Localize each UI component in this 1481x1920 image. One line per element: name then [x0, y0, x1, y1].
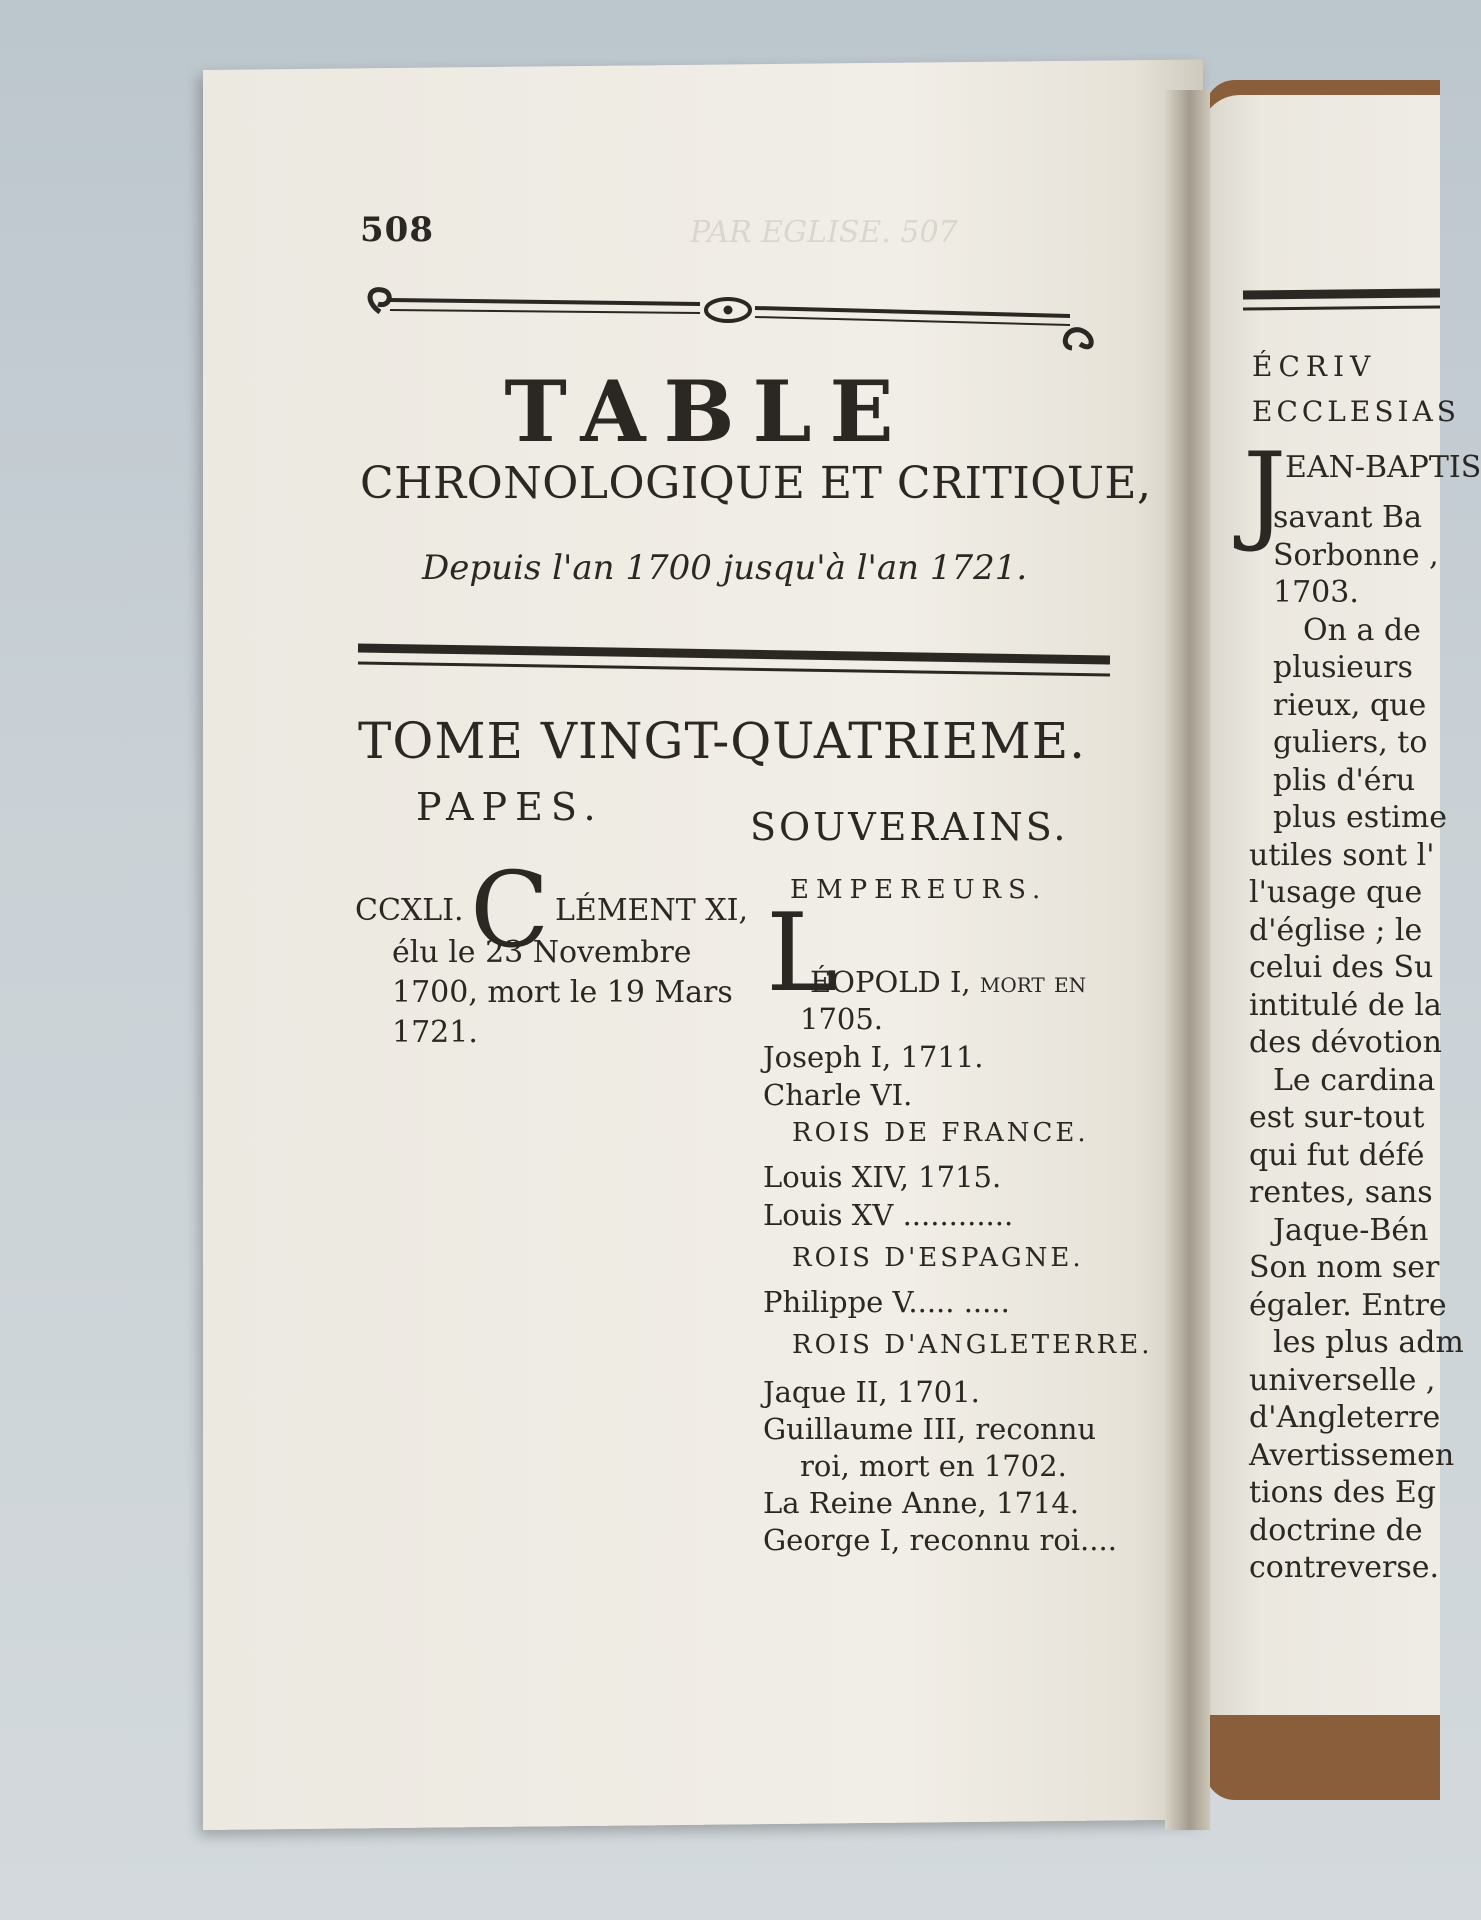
empereur-entry: ÉOPOLD I, mort en	[810, 965, 1087, 999]
table-subtitle: CHRONOLOGIQUE ET CRITIQUE,	[360, 458, 1152, 509]
right-line: Son nom ser	[1249, 1250, 1440, 1285]
pape-line: 1700, mort le 19 Mars	[392, 975, 733, 1010]
page-number: 508	[360, 210, 434, 250]
pape-line: 1721.	[392, 1015, 478, 1050]
right-line: d'église ; le	[1249, 912, 1423, 948]
pape-line: élu le 23 Novembre	[392, 935, 692, 970]
right-line: l'usage que	[1249, 875, 1423, 910]
espagne-entry: Philippe V..... .....	[763, 1285, 1010, 1319]
right-line: 1703.	[1273, 575, 1359, 610]
pape-numeral: CCXLI.	[355, 893, 464, 928]
right-line: rentes, sans	[1249, 1175, 1433, 1210]
angleterre-heading: ROIS D'ANGLETERRE.	[792, 1330, 1153, 1360]
souverains-heading: SOUVERAINS.	[750, 805, 1069, 849]
right-line: Avertissemen	[1249, 1437, 1455, 1473]
book-gutter	[1165, 90, 1210, 1830]
right-line: tions des Eg	[1249, 1475, 1436, 1510]
right-line: égaler. Entre	[1249, 1287, 1447, 1323]
right-line: utiles sont l'	[1249, 837, 1435, 873]
right-double-rule	[1243, 290, 1440, 320]
right-line: contreverse.	[1249, 1550, 1440, 1585]
right-line: savant Ba	[1273, 500, 1422, 535]
right-line: doctrine de	[1249, 1512, 1423, 1548]
papes-heading: PAPES.	[416, 785, 604, 829]
right-line: qui fut défé	[1249, 1137, 1425, 1173]
right-line: plis d'éru	[1273, 762, 1416, 798]
right-line: plus estime	[1273, 800, 1448, 835]
right-line: guliers, to	[1273, 725, 1428, 760]
right-heading: ECCLESIAS	[1252, 395, 1460, 428]
empereur-entry: Joseph I, 1711.	[763, 1040, 984, 1074]
right-line: Sorbonne ,	[1273, 537, 1439, 573]
empereur-dropcap: L	[766, 891, 838, 1016]
right-line: EAN-BAPTIS	[1285, 450, 1481, 485]
tome-heading: TOME VINGT-QUATRIEME.	[358, 712, 1087, 770]
table-title: TABLE	[504, 362, 912, 461]
pape-dropcap: C	[470, 849, 550, 971]
empereur-entry: Charle VI.	[763, 1078, 913, 1112]
right-line: d'Angleterre	[1249, 1400, 1441, 1435]
angleterre-entry: La Reine Anne, 1714.	[763, 1486, 1080, 1520]
espagne-heading: ROIS D'ESPAGNE.	[792, 1243, 1084, 1273]
angleterre-entry: George I, reconnu roi....	[763, 1523, 1117, 1557]
right-line: plusieurs	[1273, 650, 1413, 685]
right-line: celui des Su	[1249, 950, 1434, 985]
ornamental-rule	[360, 282, 1100, 362]
double-rule	[358, 638, 1118, 688]
right-line: intitulé de la	[1249, 987, 1442, 1023]
date-range: Depuis l'an 1700 jusqu'à l'an 1721.	[422, 548, 1028, 588]
show-through-text: PAR EGLISE. 507	[690, 215, 958, 250]
empereur-entry: 1705.	[800, 1002, 884, 1036]
right-heading: ÉCRIV	[1252, 350, 1377, 383]
right-line: est sur-tout	[1249, 1100, 1425, 1135]
right-line: Le cardina	[1273, 1062, 1436, 1098]
france-heading: ROIS DE FRANCE.	[792, 1118, 1089, 1148]
right-dropcap: J	[1243, 430, 1287, 555]
angleterre-entry: Jaque II, 1701.	[763, 1375, 980, 1409]
right-line: universelle ,	[1249, 1362, 1436, 1398]
empereurs-heading: EMPEREURS.	[790, 875, 1048, 905]
france-entry: Louis XV ............	[763, 1198, 1014, 1232]
angleterre-entry: Guillaume III, reconnu	[763, 1412, 1097, 1446]
france-entry: Louis XIV, 1715.	[763, 1160, 1002, 1194]
right-line: rieux, que	[1273, 687, 1427, 723]
pape-name: LÉMENT XI,	[555, 893, 748, 928]
right-line: les plus adm	[1273, 1325, 1464, 1360]
right-line: des dévotion	[1249, 1025, 1442, 1060]
right-line: On a de	[1303, 612, 1421, 648]
right-line: Jaque-Bén	[1273, 1212, 1429, 1248]
angleterre-entry: roi, mort en 1702.	[800, 1449, 1067, 1483]
